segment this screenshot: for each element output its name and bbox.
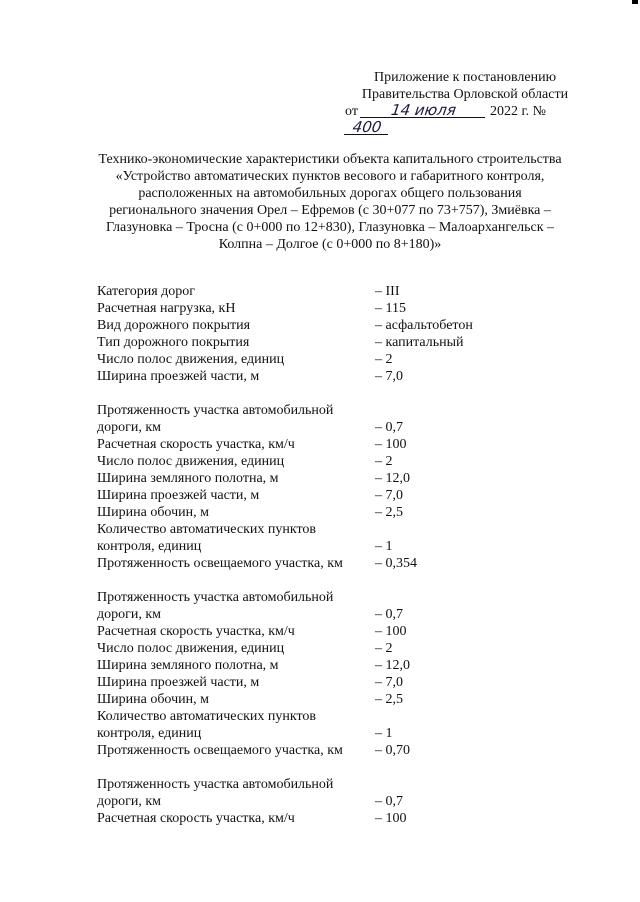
spec-value: – 2 [375, 454, 393, 469]
specifications-list [97, 283, 617, 844]
spec-group [97, 402, 617, 572]
spec-label-text: Ширина обочин, м [97, 692, 209, 707]
spec-label [97, 691, 375, 708]
spec-value: – 12,0 [375, 658, 410, 673]
spec-value: – 115 [375, 301, 406, 316]
spec-row [97, 300, 617, 317]
spec-row [97, 674, 617, 691]
spec-label [97, 300, 375, 317]
spec-label [97, 810, 375, 827]
spec-label-text: Ширина проезжей части, м [97, 369, 260, 384]
spec-row [97, 657, 617, 674]
spec-label [97, 470, 375, 487]
spec-value: – 2,5 [375, 692, 403, 707]
spec-row [97, 436, 617, 453]
spec-label-text: Протяженность участка автомобильной [97, 777, 334, 792]
spec-label-text: Ширина земляного полотна, м [97, 471, 279, 486]
spec-value: – 2 [375, 352, 393, 367]
spec-row [97, 453, 617, 470]
handwritten-number: 400 [344, 120, 390, 135]
spec-row [97, 317, 617, 334]
spec-group [97, 589, 617, 759]
spec-label [97, 640, 375, 657]
title-line: Глазуновка – Тросна (с 0+000 по 12+830), Глазуновка – Малоархангельск – [105, 220, 555, 235]
spec-row [97, 810, 617, 827]
spec-label [97, 317, 375, 334]
spec-label [97, 708, 375, 742]
spec-label [97, 657, 375, 674]
handwritten-date: 14 июля [360, 103, 487, 118]
spec-label [97, 487, 375, 504]
spec-value: – 1 [375, 726, 393, 741]
spec-row [97, 521, 617, 555]
spec-group [97, 283, 617, 385]
spec-value: – 2 [375, 641, 393, 656]
spec-row [97, 351, 617, 368]
spec-label [97, 283, 375, 300]
spec-label-text: Протяженность освещаемого участка, км [97, 743, 343, 758]
spec-label-text: Протяженность освещаемого участка, км [97, 556, 343, 571]
spec-value: – 100 [375, 437, 407, 452]
spec-label [97, 674, 375, 691]
appendix-line-2: Правительства Орловской области [361, 87, 569, 102]
spec-value: – 100 [375, 624, 407, 639]
spec-row [97, 283, 617, 300]
spec-value: – 0,7 [375, 794, 403, 809]
spec-label [97, 504, 375, 521]
spec-value: – III [375, 284, 400, 299]
spec-label [97, 351, 375, 368]
spec-row [97, 368, 617, 385]
spec-label [97, 776, 375, 810]
spec-label-text: Количество автоматических пунктов [97, 709, 317, 724]
title-line: Колпна – Долгое (с 0+000 по 8+180)» [218, 237, 442, 252]
spec-label [97, 742, 375, 759]
spec-label-text: Число полос движения, единиц [97, 641, 285, 656]
spec-value: – 0,7 [375, 607, 403, 622]
spec-value: – 7,0 [375, 369, 403, 384]
spec-row [97, 504, 617, 521]
spec-label [97, 623, 375, 640]
spec-value: – капитальный [375, 335, 464, 350]
date-prefix: от [345, 104, 358, 119]
spec-label-text: Расчетная скорость участка, км/ч [97, 811, 295, 826]
spec-label-text-continued: дороги, км [97, 420, 162, 435]
title-line: «Устройство автоматических пунктов весового и габаритного контроля, [115, 169, 545, 184]
spec-value: – 0,354 [375, 556, 417, 571]
spec-row [97, 623, 617, 640]
spec-label-text: Расчетная скорость участка, км/ч [97, 624, 295, 639]
scan-corner-mark [632, 0, 638, 4]
spec-label-text: Число полос движения, единиц [97, 454, 285, 469]
spec-label [97, 402, 375, 436]
spec-label [97, 368, 375, 385]
spec-value: – асфальтобетон [375, 318, 473, 333]
title-line: Технико-экономические характеристики объекта капитального строительства [98, 152, 562, 167]
spec-label [97, 334, 375, 351]
spec-label-text: Расчетная скорость участка, км/ч [97, 437, 295, 452]
spec-label-text: Категория дорог [97, 284, 196, 299]
spec-label-text: Количество автоматических пунктов [97, 522, 317, 537]
spec-label [97, 555, 375, 572]
spec-label-text: Ширина обочин, м [97, 505, 209, 520]
date-year: 2022 г. № [489, 104, 546, 119]
spec-row [97, 402, 617, 436]
title-line: расположенных на автомобильных дорогах общего пользования [138, 186, 522, 201]
appendix-line-1: Приложение к постановлению [373, 70, 557, 85]
spec-label [97, 521, 375, 555]
spec-row [97, 691, 617, 708]
spec-label-text: Тип дорожного покрытия [97, 335, 250, 350]
spec-label [97, 589, 375, 623]
spec-label-text: Ширина проезжей части, м [97, 675, 260, 690]
spec-row [97, 334, 617, 351]
spec-value: – 0,70 [375, 743, 410, 758]
appendix-date-line [345, 101, 585, 136]
spec-label-text: Ширина проезжей части, м [97, 488, 260, 503]
spec-label-text: Протяженность участка автомобильной [97, 403, 334, 418]
spec-label-text: Ширина земляного полотна, м [97, 658, 279, 673]
spec-value: – 100 [375, 811, 407, 826]
spec-label-text: Протяженность участка автомобильной [97, 590, 334, 605]
spec-label [97, 453, 375, 470]
spec-value: – 7,0 [375, 488, 403, 503]
spec-label-text: Вид дорожного покрытия [97, 318, 251, 333]
spec-label-text: Расчетная нагрузка, кН [97, 301, 236, 316]
spec-row [97, 640, 617, 657]
spec-row [97, 776, 617, 810]
spec-value: – 1 [375, 539, 393, 554]
spec-row [97, 742, 617, 759]
title-line: регионального значения Орел – Ефремов (с 30+077 по 73+757), Змиёвка – [109, 203, 551, 218]
spec-label-text: Число полос движения, единиц [97, 352, 285, 367]
spec-row [97, 555, 617, 572]
spec-row [97, 708, 617, 742]
spec-label-text-continued: дороги, км [97, 607, 162, 622]
spec-row [97, 487, 617, 504]
spec-value: – 0,7 [375, 420, 403, 435]
spec-row [97, 470, 617, 487]
spec-label-text-continued: дороги, км [97, 794, 162, 809]
spec-value: – 7,0 [375, 675, 403, 690]
spec-label-text-continued: контроля, единиц [97, 726, 202, 741]
appendix-header [345, 69, 585, 136]
spec-value: – 12,0 [375, 471, 410, 486]
spec-value: – 2,5 [375, 505, 403, 520]
spec-label-text-continued: контроля, единиц [97, 539, 202, 554]
spec-label [97, 436, 375, 453]
document-title [80, 151, 580, 253]
spec-row [97, 589, 617, 623]
spec-group [97, 776, 617, 827]
